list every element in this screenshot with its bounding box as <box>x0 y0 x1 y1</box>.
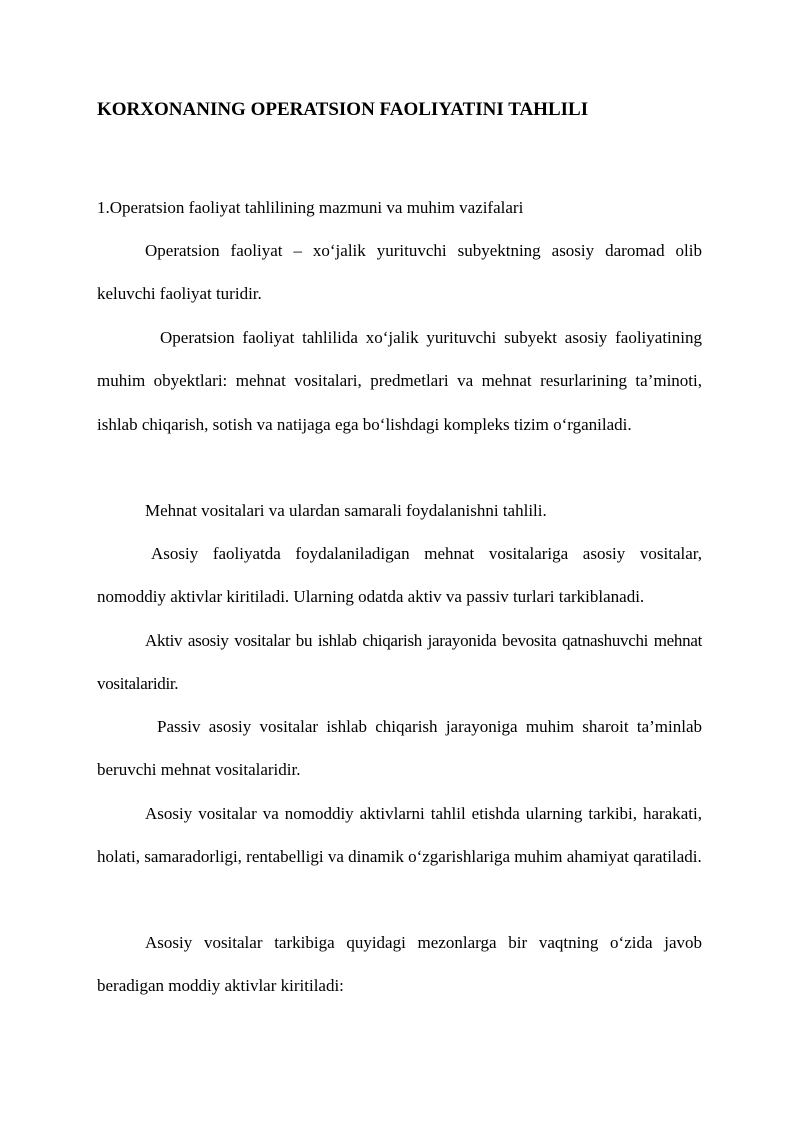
paragraph-analysis-objects: Operatsion faoliyat tahlilida xo‘jalik yurituvchi subyekt asosiy faoliyatining muhim obyektlari: mehnat vositalari, predmetlari va mehnat resurlarining ta’minoti, ishlab chiqarish, sotish va natijaga ega bo‘lishdagi kompleks tizim o‘rganiladi. <box>97 328 702 434</box>
paragraph-passive-fixed-assets: Passiv asosiy vositalar ishlab chiqarish jarayoniga muhim sharoit ta’minlab beruvchi mehnat vositalaridir. <box>97 717 702 780</box>
section-heading: 1.Operatsion faoliyat tahlilining mazmuni va muhim vazifalari <box>97 198 524 217</box>
paragraph-operational-activity-definition: Operatsion faoliyat – xo‘jalik yurituvchi subyektning asosiy daromad olib keluvchi faoliyat turidir. <box>97 241 702 304</box>
paragraph-labor-means-analysis: Mehnat vositalari va ulardan samarali foydalanishni tahlili. <box>145 501 547 520</box>
document-title: KORXONANING OPERATSION FAOLIYATINI TAHLILI <box>97 99 589 120</box>
paragraph-fixed-assets-criteria: Asosiy vositalar tarkibiga quyidagi mezonlarga bir vaqtning o‘zida javob beradigan moddiy aktivlar kiritiladi: <box>97 933 702 996</box>
paragraph-active-fixed-assets: Aktiv asosiy vositalar bu ishlab chiqarish jarayonida bevosita qatnashuvchi mehnat vositalaridir. <box>97 631 702 694</box>
paragraph-fixed-assets-intangibles: Asosiy faoliyatda foydalaniladigan mehnat vositalariga asosiy vositalar, nomoddiy aktivlar kiritiladi. Ularning odatda aktiv va passiv turlari tarkiblanadi. <box>97 544 702 607</box>
paragraph-analysis-focus: Asosiy vositalar va nomoddiy aktivlarni tahlil etishda ularning tarkibi, harakati, holati, samaradorligi, rentabelligi va dinamik o‘zgarishlariga muhim ahamiyat qaratiladi. <box>97 804 702 867</box>
